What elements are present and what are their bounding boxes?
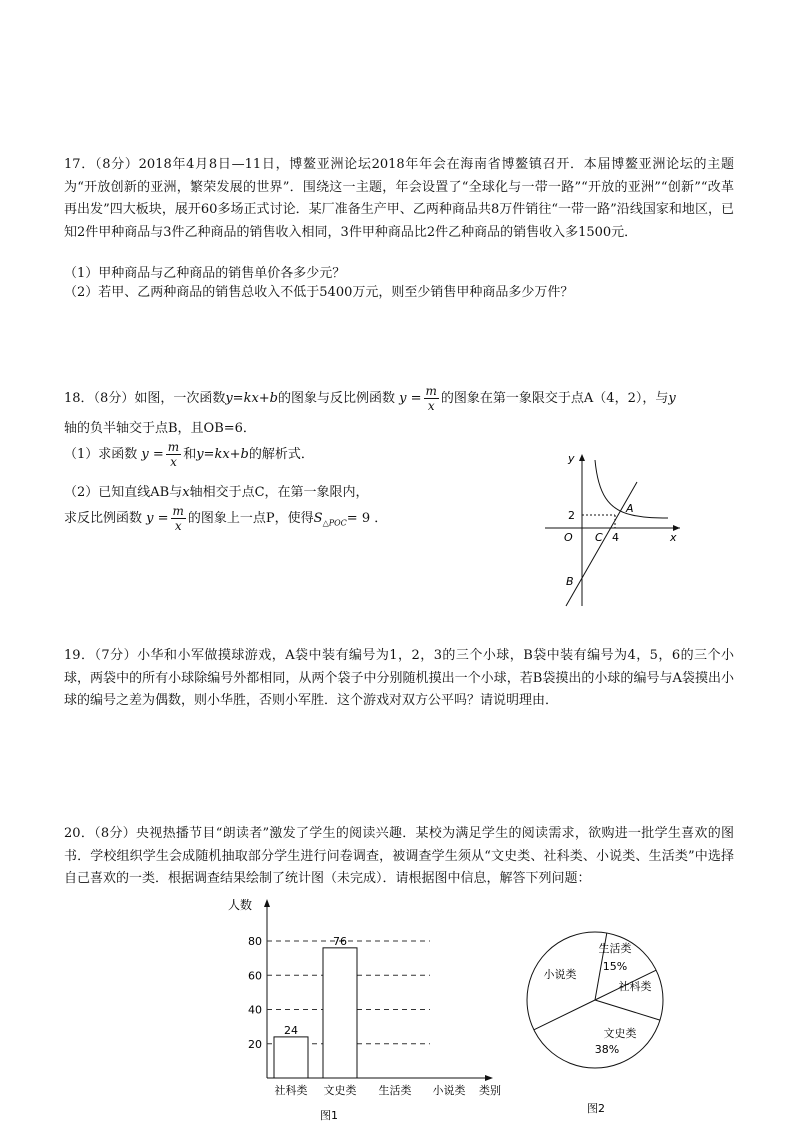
tick-4: 4 xyxy=(612,531,619,544)
bar-chart xyxy=(225,893,515,1125)
q18-text: 的图象与反比例函数 xyxy=(278,391,396,406)
q18-sub2 xyxy=(64,481,369,500)
q18-graph xyxy=(540,448,690,608)
q18-text: 求反比例函数 xyxy=(64,511,143,526)
bar-ytick: 40 xyxy=(248,1003,262,1017)
label-x: x xyxy=(670,531,677,544)
bar-x-arrow xyxy=(485,1075,493,1081)
line-ab xyxy=(566,482,637,606)
q20-stem: 20．（8分）央视热播节目“朗读者”激发了学生的阅读兴趣．某校为满足学生的阅读需求，欲购进一批学生喜欢的图书．学校组织学生会成随机抽取部分学生进行问卷调查，被调查学生须从“文史类、社科类、小说类、生活类”中选择自己喜欢的一类．根据调查结果绘制了统计图（未完成）．请根据图中信息，解答下列问题： xyxy=(64,826,734,886)
label-c: C xyxy=(595,531,603,544)
q18-text: 和 xyxy=(183,447,197,462)
label-a: A xyxy=(626,502,634,515)
bar xyxy=(274,1037,308,1078)
q18-line2: 轴的负半轴交于点B，且OB=6． xyxy=(64,421,256,436)
bar-value-label: 76 xyxy=(333,934,347,948)
pie-slice-label: 生活类 xyxy=(598,942,632,955)
bar-value-label: 24 xyxy=(284,1023,298,1037)
pie-slice-percent: 38% xyxy=(594,1043,620,1056)
bar-category-label: 文史类 xyxy=(323,1084,357,1097)
bar-category-label: 社科类 xyxy=(274,1084,308,1097)
q18-text: 的图象在第一象限交于点A（4，2），与 xyxy=(440,391,669,406)
frac-num: m xyxy=(425,384,437,398)
q18-linear-fn: y=kx+b xyxy=(225,391,278,406)
q18-text: （1）求函数 xyxy=(64,447,138,462)
frac-num: m xyxy=(167,440,180,454)
q18-frac-lhs: y = xyxy=(146,511,169,526)
label-o: O xyxy=(564,531,573,544)
bar-y-arrow xyxy=(264,899,270,907)
q18-text: y xyxy=(668,391,676,406)
bar-xlabel: 类别 xyxy=(479,1084,501,1097)
q18-fraction xyxy=(171,504,186,533)
q18-text: = 9 ． xyxy=(346,511,388,526)
q19-stem: 19．（7分）小华和小军做摸球游戏，A袋中装有编号为1，2，3的三个小球，B袋中装有编号为4，5，6的三个小球，两袋中的所有小球除编号外都相同，从两个袋子中分别随机摸出一个小球，若B袋摸出的小球的编号与A袋摸出小球的编号之差为偶数，则小华胜，否则小军胜．这个游戏对双方公平吗？请说明理由． xyxy=(64,648,734,708)
bar xyxy=(323,948,357,1078)
area-symbol: S xyxy=(313,511,323,526)
bar-ytick: 60 xyxy=(248,969,262,983)
q18-linear-fn: y=kx+b xyxy=(196,447,249,462)
q18-sub1 xyxy=(64,440,314,469)
label-b: B xyxy=(566,575,574,588)
pie-chart xyxy=(515,920,675,1123)
bar-category-label: 生活类 xyxy=(378,1084,412,1097)
fig1-caption: 图1 xyxy=(320,1109,338,1122)
q17-sub2: （2）若甲、乙两种商品的销售总收入不低于5400万元，则至少销售甲种商品多少万件？ xyxy=(64,285,574,300)
bar-ylabel: 人数 xyxy=(228,898,253,912)
q18-fraction xyxy=(166,440,181,469)
q18-frac-lhs: y = xyxy=(141,447,164,462)
q17-stem: 17．（8分）2018年4月8日—11日，博鳌亚洲论坛2018年年会在海南省博鳌镇召开．本届博鳌亚洲论坛的主题为“开放创新的亚洲，繁荣发展的世界”．围绕这一主题，年会设置了“全球化与一带一路”“开放的亚洲”“创新”“改革再出发”四大板块，展开60多场正式讨论．某厂准备生产甲、乙两种商品共8万件销往“一带一路”沿线国家和地区，已知2件甲种商品与3件乙种商品的销售收入相同，3件甲种商品比2件乙种商品的销售收入多1500元． xyxy=(64,157,734,240)
q18-fraction xyxy=(424,384,439,413)
bar-ytick: 80 xyxy=(248,935,262,948)
frac-den: x xyxy=(174,519,182,533)
frac-num: m xyxy=(172,504,184,518)
q18-text: 轴相交于点C，在第一象限内， xyxy=(189,485,369,500)
pie-slice-label: 社科类 xyxy=(618,980,652,993)
q18-text: x xyxy=(182,485,190,500)
q18-text: 的解析式． xyxy=(248,447,314,462)
q18-sub3 xyxy=(64,504,387,533)
tick-2: 2 xyxy=(568,509,575,522)
y-axis-arrow xyxy=(579,454,585,461)
bar-ytick: 20 xyxy=(248,1037,262,1051)
frac-den: x xyxy=(427,399,435,413)
pie-slice-label: 小说类 xyxy=(543,968,577,981)
fig2-caption: 图2 xyxy=(587,1102,605,1115)
q18-text: 的图象上一点P，使得 xyxy=(187,511,314,526)
frac-den: x xyxy=(170,455,177,469)
q18-text: 18．（8分）如图，一次函数 xyxy=(64,391,226,406)
q18-line1 xyxy=(64,384,676,413)
q18-text: （2）已知直线AB与 xyxy=(64,485,183,500)
area-subscript: △POC xyxy=(322,518,347,528)
pie-slice-label: 文史类 xyxy=(603,1027,637,1040)
pie-slice-percent: 15% xyxy=(602,960,628,973)
q17-sub1: （1）甲种商品与乙种商品的销售单价各多少元？ xyxy=(64,266,346,281)
label-y: y xyxy=(568,452,575,465)
q18-frac-lhs: y = xyxy=(399,391,422,406)
bar-category-label: 小说类 xyxy=(432,1084,466,1097)
